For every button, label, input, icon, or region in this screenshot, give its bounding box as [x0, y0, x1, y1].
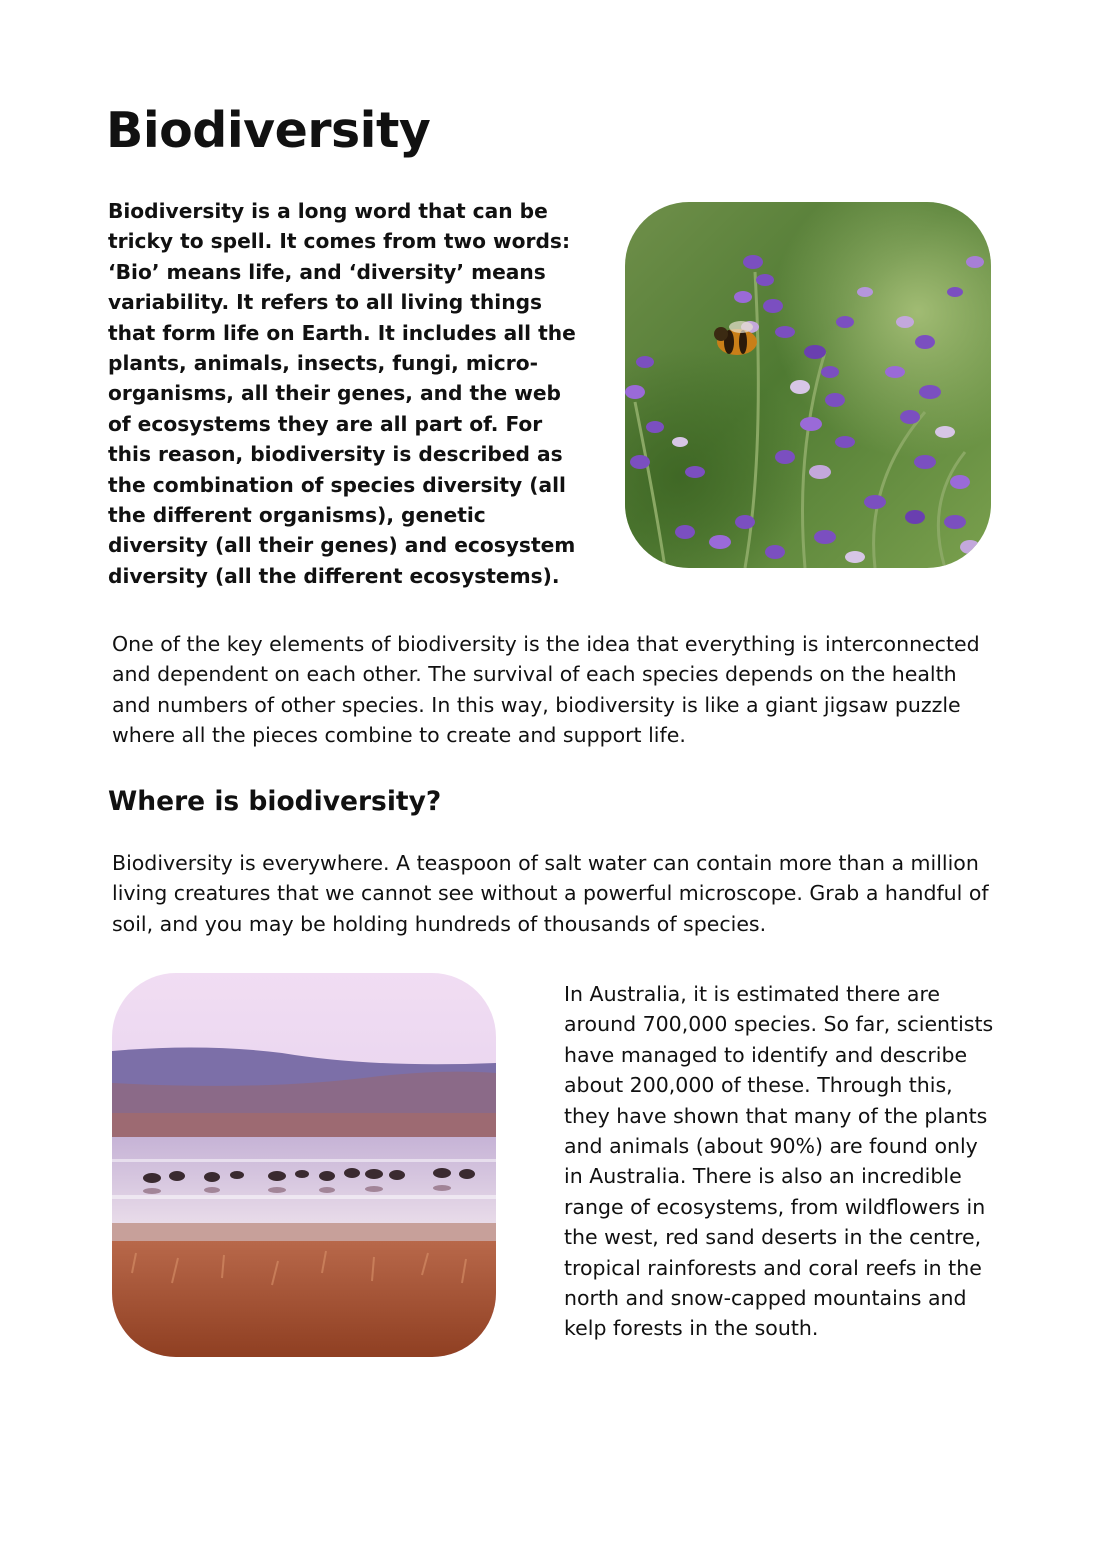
bee-on-flowers-photo: [625, 202, 991, 568]
interconnected-paragraph: One of the key elements of biodiversity is the idea that everything is interconnected and dependent on each other. The survival of each species depends on the health and numbers of other species. In this way, biodiversity is like a giant jigsaw puzzle where all the pieces combine to create and support life.: [112, 632, 980, 748]
where-is-biodiversity-heading: Where is biodiversity?: [108, 786, 442, 817]
intro-paragraph: Biodiversity is a long word that can be tricky to spell. It comes from two words: ‘Bio’ means life, and ‘diversity’ means variability. It refers to all living things that form life on Earth. It includes all the plants, animals, insects, fungi, micro-organisms, all their genes, and the web of ecosystems they are all part of. For this reason, biodiversity is described as the combination of species diversity (all the different organisms), genetic diversity (all their genes) and ecosystem diversity (all the different ecosystems).: [108, 199, 576, 588]
everywhere-paragraph: Biodiversity is everywhere. A teaspoon of salt water can contain more than a million living creatures that we cannot see without a powerful microscope. Grab a handful of soil, and you may be holding hundreds of thousands of species.: [112, 851, 989, 936]
page-title: Biodiversity: [106, 102, 431, 159]
australia-paragraph: In Australia, it is estimated there are around 700,000 species. So far, scientists have managed to identify and describe about 200,000 of these. Through this, they have shown that many of the plants and animals (about 90%) are found only in Australia. There is also an incredible range of ecosystems, from wildflowers in the west, red sand deserts in the centre, tropical rainforests and coral reefs in the north and snow-capped mountains and kelp forests in the south.: [564, 982, 994, 1341]
wetland-birds-photo: [112, 973, 496, 1357]
